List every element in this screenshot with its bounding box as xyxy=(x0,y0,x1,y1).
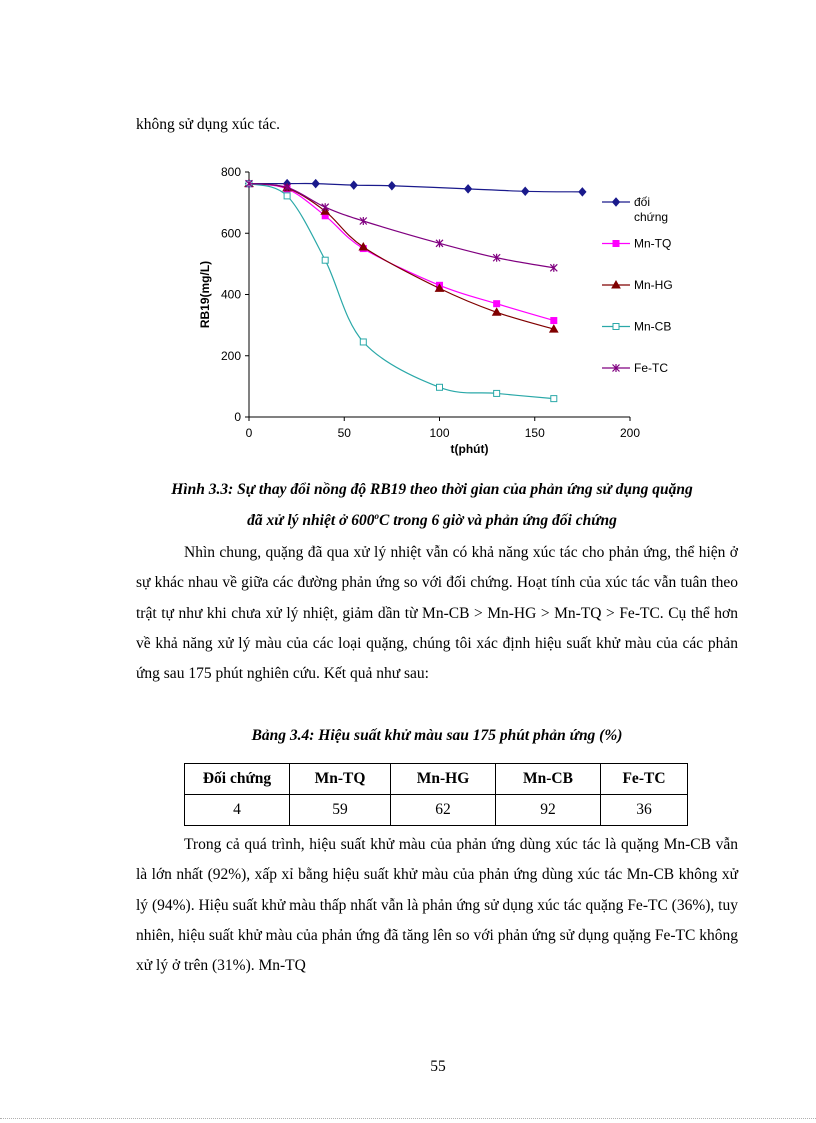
table-title: Bảng 3.4: Hiệu suất khử màu sau 175 phút phản ứng (%) xyxy=(251,727,623,744)
data-point xyxy=(360,339,366,345)
x-tick-label: 150 xyxy=(524,426,545,440)
figure-caption-line1: Hình 3.3: Sự thay đổi nồng độ RB19 theo thời gian của phản ứng sử dụng quặng xyxy=(171,481,693,498)
legend-label: Mn-CB xyxy=(634,319,672,334)
x-axis-label: t(phút) xyxy=(450,442,489,456)
table-cell: 4 xyxy=(185,795,290,826)
data-point xyxy=(360,217,367,225)
data-point xyxy=(465,185,472,193)
legend-marker xyxy=(613,324,619,330)
data-point xyxy=(494,390,500,396)
data-point xyxy=(322,257,328,263)
data-point xyxy=(494,301,500,307)
x-tick-label: 50 xyxy=(337,426,351,440)
y-tick-label: 400 xyxy=(220,287,241,302)
table-cell: 62 xyxy=(391,795,496,826)
legend-label: Mn-HG xyxy=(634,278,673,292)
data-point xyxy=(284,193,290,199)
x-tick-label: 200 xyxy=(619,426,641,440)
series-line-đối-chứng xyxy=(249,184,582,192)
table-cell: 92 xyxy=(496,795,601,826)
data-point xyxy=(522,187,529,195)
table-header: Mn-HG xyxy=(391,764,496,795)
table-cell: 36 xyxy=(601,795,688,826)
table-row xyxy=(185,795,688,826)
table-header-row xyxy=(185,764,688,795)
rb19-line-chart xyxy=(190,160,690,460)
table-cell: 59 xyxy=(290,795,391,826)
data-point xyxy=(388,182,395,190)
data-point xyxy=(579,188,586,196)
y-tick-label: 0 xyxy=(234,410,241,424)
data-point xyxy=(322,203,329,211)
y-tick-label: 800 xyxy=(220,165,241,179)
data-point xyxy=(436,239,443,247)
legend-label: đối chứng xyxy=(634,195,669,224)
legend-label: Fe-TC xyxy=(634,361,668,375)
table-header: Fe-TC xyxy=(601,764,688,795)
intro-line: không sử dụng xúc tác. xyxy=(136,116,281,133)
data-point xyxy=(551,318,557,324)
footer-divider xyxy=(0,1118,816,1119)
figure-caption-line2: đã xử lý nhiệt ở 600$^o$C trong 6 giờ và phản ứng đối chứng xyxy=(247,511,617,530)
y-tick-label: 200 xyxy=(220,348,241,363)
y-axis-label: RB19(mg/L) xyxy=(198,260,212,329)
legend-marker xyxy=(613,241,619,247)
x-tick-label: 100 xyxy=(429,426,450,440)
data-point xyxy=(437,384,443,390)
paragraph-1: Nhìn chung, quặng đã qua xử lý nhiệt vẫn có khả năng xúc tác cho phản ứng, thể hiện ở sự khác nhau về giữa các đường phản ứng so với đối chứng. Hoạt tính của xúc tác vẫn tuân theo trật tự như khi chưa xử lý nhiệt, giảm dần từ Mn-CB > Mn-HG > Mn-TQ > Fe-TC. Cụ thể hơn về khả năng xử lý màu của các loại quặng, chúng tôi xác định hiệu suất khử màu của các phản ứng sau 175 phút nghiên cứu. Kết quả như sau: xyxy=(136,544,738,683)
y-tick-label: 600 xyxy=(220,226,241,241)
data-point xyxy=(551,396,557,402)
data-point xyxy=(350,181,357,189)
x-tick-label: 0 xyxy=(245,426,253,440)
table-header: Mn-TQ xyxy=(290,764,391,795)
series-line-Mn-CB xyxy=(249,184,554,399)
results-table xyxy=(184,763,688,826)
table-header: Mn-CB xyxy=(496,764,601,795)
legend-label: Mn-TQ xyxy=(634,236,672,251)
series-line-Fe-TC xyxy=(249,184,554,268)
paragraph-2: Trong cả quá trình, hiệu suất khử màu của phản ứng dùng xúc tác là quặng Mn-CB vẫn là lớn nhất (92%), xấp xỉ bằng hiệu suất khử màu của phản ứng dùng xúc tác Mn-CB không xử lý (94%). Hiệu suất khử màu thấp nhất vẫn là phản ứng sử dụng xúc tác quặng Fe-TC (36%), tuy nhiên, hiệu suất khử màu của phản ứng đã tăng lên so với phản ứng sử dụng quặng Fe-TC không xử lý ở trên (31%). Mn-TQ xyxy=(136,836,738,975)
table-header: Đối chứng xyxy=(185,764,290,795)
legend-marker xyxy=(613,198,620,206)
page-number: 55 xyxy=(430,1058,446,1075)
data-point xyxy=(312,180,319,188)
